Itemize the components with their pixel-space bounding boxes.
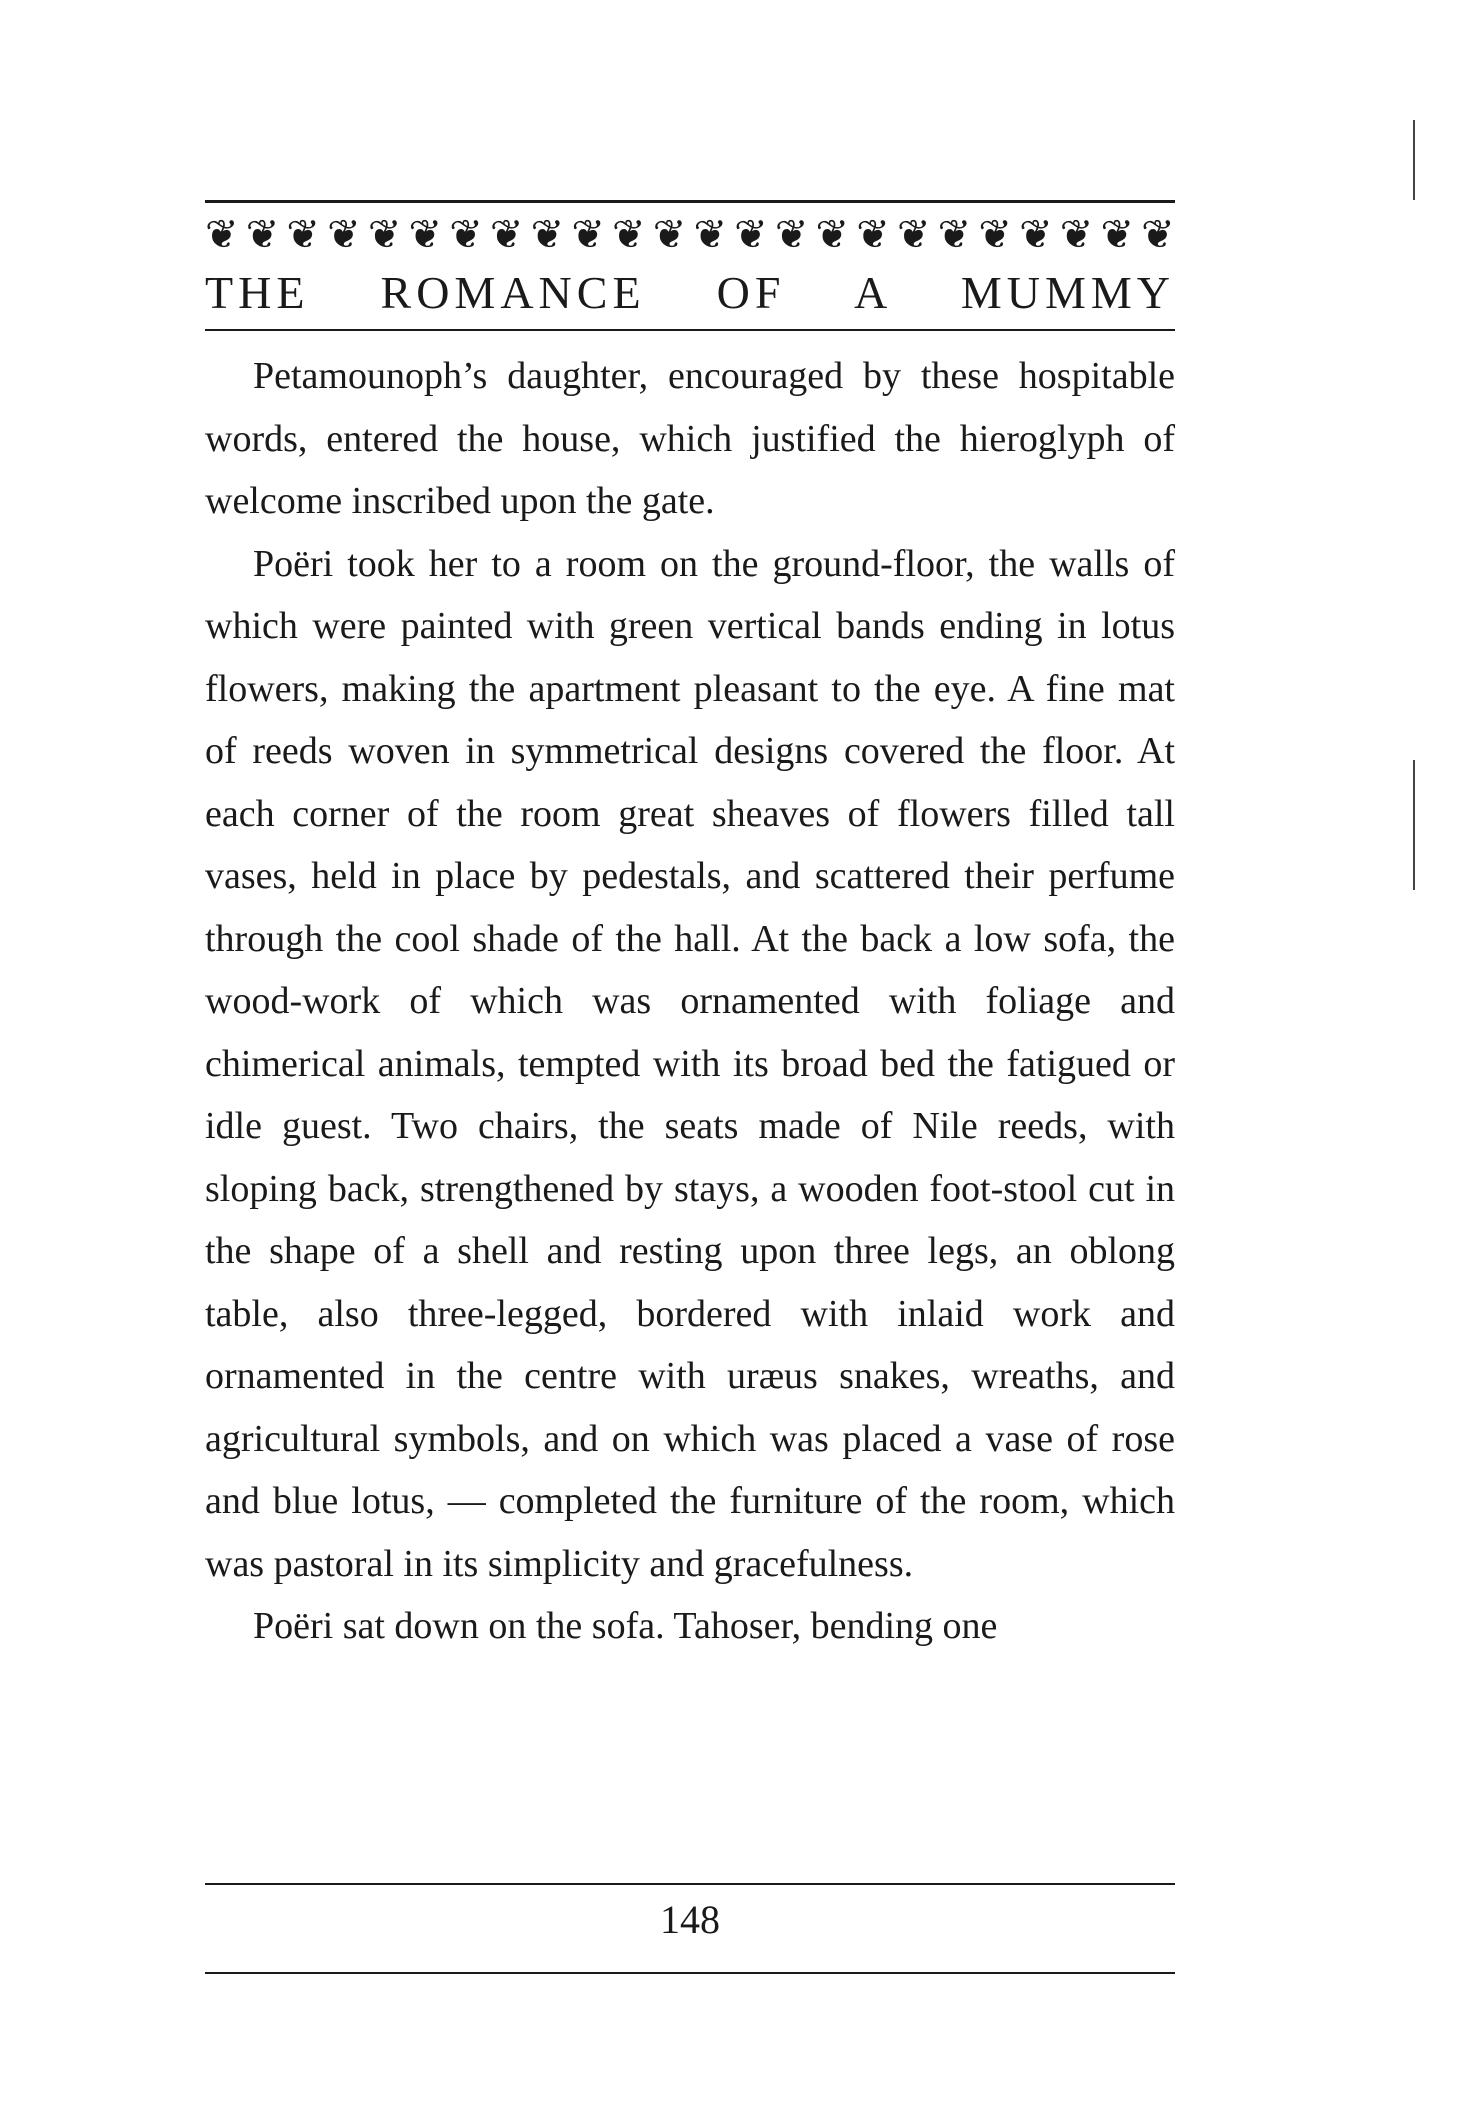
fleuron-icon: ❦ xyxy=(937,212,972,258)
fleuron-icon: ❦ xyxy=(1019,212,1053,258)
fleuron-icon: ❦ xyxy=(693,212,727,258)
ornament-border xyxy=(205,211,1175,259)
paragraph: Poëri sat down on the sofa. Tahoser, bending one xyxy=(253,1605,998,1647)
paragraph: Poëri took her to a room on the ground-floor, the walls of which were painted with green vertical bands ending in lotus flowers, making the apartment pleasant to the eye. A fine mat of reeds woven in symmetrical designs covered the floor. At each corner of the room great sheaves of flowers filled tall vases, held in place by pedestals, and scattered their perfume through the cool shade of the hall. At the back a low sofa, the wood-work of which was ornamented with foliage and chimerical animals, tempted with its broad bed the fatigued or idle guest. Two chairs, the seats made of Nile reeds, with sloping back, strengthened by stays, a wooden foot-stool cut in the shape of a shell and resting upon three legs, an oblong table, also three-legged, bordered with inlaid work and ornamented in the centre with uræus snakes, wreaths, and agricultural symbols, and on which was placed a vase of rose and blue lotus, — completed the furniture of the room, which was pastoral in its simplicity and gracefulness. xyxy=(205,542,1175,1585)
footer-bottom-rule xyxy=(205,1972,1175,1974)
fleuron-icon: ❦ xyxy=(896,212,931,258)
fleuron-icon: ❦ xyxy=(571,212,605,258)
fleuron-icon: ❦ xyxy=(489,212,524,258)
scan-edge-mark xyxy=(1413,760,1415,890)
footer-top-rule xyxy=(205,1883,1175,1885)
fleuron-icon: ❦ xyxy=(245,212,280,258)
paragraph: Petamounoph’s daughter, encouraged by these hospitable words, entered the house, which justified the hieroglyph of welcome inscribed upon the gate. xyxy=(205,355,1175,522)
header-top-rule xyxy=(205,200,1175,203)
fleuron-icon: ❦ xyxy=(286,212,320,258)
fleuron-icon: ❦ xyxy=(856,212,890,258)
fleuron-icon: ❦ xyxy=(408,212,443,258)
fleuron-icon: ❦ xyxy=(815,212,850,258)
fleuron-icon: ❦ xyxy=(978,212,1012,258)
page-content xyxy=(205,200,1175,1658)
running-title: THE ROMANCE OF A MUMMY xyxy=(205,267,1175,318)
fleuron-icon: ❦ xyxy=(1059,212,1094,258)
fleuron-icon: ❦ xyxy=(652,212,687,258)
fleuron-icon: ❦ xyxy=(1141,212,1175,258)
header-bottom-rule xyxy=(205,329,1175,331)
fleuron-icon: ❦ xyxy=(205,212,239,258)
fleuron-icon: ❦ xyxy=(327,212,361,258)
fleuron-icon: ❦ xyxy=(530,212,565,258)
scan-edge-mark xyxy=(1413,120,1415,200)
fleuron-icon: ❦ xyxy=(734,212,768,258)
fleuron-icon: ❦ xyxy=(1100,212,1134,258)
body-text xyxy=(205,345,1175,1658)
fleuron-icon: ❦ xyxy=(367,212,402,258)
fleuron-icon: ❦ xyxy=(612,212,646,258)
fleuron-icon: ❦ xyxy=(449,212,483,258)
fleuron-icon: ❦ xyxy=(774,212,809,258)
page-number: 148 xyxy=(660,1897,720,1942)
